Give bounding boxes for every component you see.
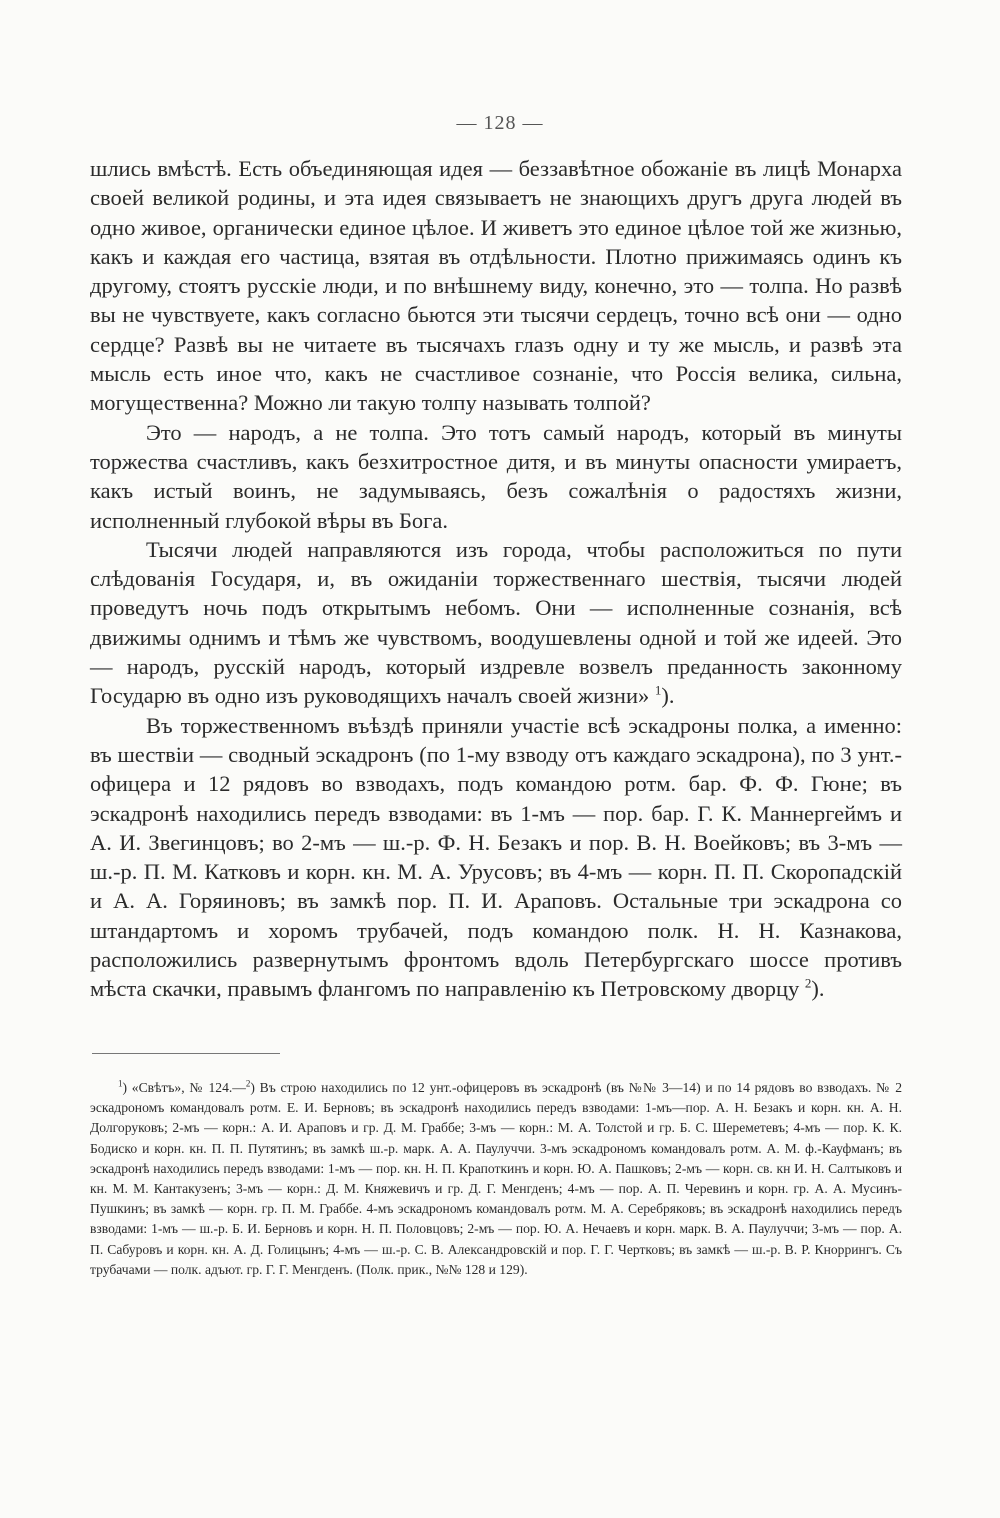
footnote-divider	[92, 1053, 280, 1054]
paragraph-4	[90, 711, 902, 1004]
paragraph-4-text: Въ торжественномъ въѣздѣ приняли участіе всѣ эскадроны полка, а именно: въ шествіи — сводный эскадронъ (по 1-му взводу отъ каждаго эскадрона), по 3 унт.-офицера и 12 рядовъ во взводахъ, подъ командою ротм. бар. Ф. Ф. Гюне; въ эскадронѣ находились передъ взводами: въ 1-мъ — пор. бар. Г. К. Маннергеймъ и А. И. Звегинцовъ; во 2-мъ — ш.-р. Ф. Н. Безакъ и пор. В. Н. Воейковъ; въ 3-мъ — ш.-р. П. М. Катковъ и корн. кн. М. А. Урусовъ; въ 4-мъ — корн. П. П. Скоропадскій и А. А. Горяиновъ; въ замкѣ пор. П. И. Араповъ. Остальные три эскадрона со штандартомъ и хоромъ трубачей, подъ командою полк. Н. Н. Казнакова, расположились развернутымъ фронтомъ вдоль Петербургскаго шоссе противъ мѣста скачки, правымъ флангомъ по направленію къ Петровскому дворцу	[90, 712, 902, 1002]
footnote-ref-1: 1	[654, 682, 662, 698]
footnote-1-text: ) «Свѣтъ», № 124.—	[122, 1080, 246, 1095]
main-text	[90, 154, 902, 1004]
footnote-2-marker: 2	[245, 1078, 251, 1089]
paragraph-4-end: ).	[811, 976, 825, 1002]
paragraph-2: Это — народъ, а не толпа. Это тотъ самый народъ, который въ минуты торжества счастливъ, какъ безхитростное дитя, и въ минуты опасности умираетъ, какъ истый воинъ, не задумываясь, безъ сожалѣнія о радостяхъ жизни, исполненный глубокой вѣры въ Бога.	[90, 419, 902, 533]
footnote-ref-2: 2	[804, 975, 812, 991]
paragraph-3-text: Тысячи людей направляются изъ города, чтобы расположиться по пути слѣдованія Государя, и, въ ожиданіи торжественнаго шествія, тысячи людей проведутъ ночь подъ открытымъ небомъ. Они — исполненные сознанія, всѣ движимы однимъ и тѣмъ же чувствомъ, воодушевлены одной и той же идеей. Это — народъ, русскій народъ, который издревле возвелъ преданность законному Государю въ одно изъ руководящихъ началъ своей жизни»	[90, 536, 902, 709]
footnote-1-marker: 1	[118, 1078, 123, 1089]
footnotes	[90, 1078, 902, 1280]
paragraph-3-end: ).	[661, 683, 675, 709]
page-number: — 128 —	[456, 112, 544, 134]
paragraph-3	[90, 535, 902, 711]
paragraph-1: шлись вмѣстѣ. Есть объединяющая идея — беззавѣтное обожаніе въ лицѣ Монарха своей великой родины, и эта идея связываетъ не знающихъ другъ друга людей въ одно живое, органически единое цѣлое. И живетъ это единое цѣлое той же жизнью, какъ и каждая его частица, взятая въ отдѣльности. Плотно прижимаясь одинъ къ другому, стоятъ русскіе люди, и по внѣшнему виду, конечно, это — толпа. Но развѣ вы не чувствуете, какъ согласно бьются эти тысячи сердецъ, точно всѣ они — одно сердце? Развѣ вы не читаете въ тысячахъ глазъ одну и ту же мысль, и развѣ эта мысль есть иное что, какъ не счастливое сознаніе, что Россія велика, сильна, могущественна? Можно ли такую толпу называть толпой?	[90, 156, 902, 416]
footnote-2-text: ) Въ строю находились по 12 унт.-офицеровъ въ эскадронѣ (въ №№ 3—14) и по 14 рядовъ во взводахъ. № 2 эскадрономъ командовалъ ротм. Е. И. Берновъ; въ эскадронѣ находились передъ взводами: 1-мъ—пор. А. Н. Безакъ и корн. кн. А. Н. Долгоруковъ; 2-мъ — корн.: А. И. Араповъ и гр. Д. М. Граббе; 3-мъ — корн.: М. А. Толстой и гр. Б. С. Шереметевъ; 4-мъ — пор. К. К. Бодиско и корн. кн. П. П. Путятинъ; въ замкѣ ш.-р. марк. А. А. Паулуччи. 3-мъ эскадрономъ командовалъ ротм. А. М. ф.-Кауфманъ; въ эскадронѣ находились передъ взводами: 1-мъ — пор. кн. Н. П. Крапоткинъ и корн. Ю. А. Пашковъ; 2-мъ — корн. св. кн И. Н. Салтыковъ и кн. М. М. Кантакузенъ; 3-мъ — корн.: Д. М. Княжевичъ и гр. Д. Г. Менгденъ; 4-мъ — пор. А. П. Черевинъ и корн. гр. А. А. Мусинъ-Пушкинъ; въ замкѣ — корн. гр. П. М. Граббе. 4-мъ эскадрономъ командовалъ ротм. М. А. Серебряковъ; въ эскадронѣ находились передъ взводами: 1-мъ — ш.-р. Б. И. Берновъ и корн. Н. П. Половцовъ; 2-мъ — пор. Ю. А. Нечаевъ и корн. марк. В. А. Паулуччи; 3-мъ — пор. А. П. Сабуровъ и корн. кн. А. Д. Голицынъ; 4-мъ — ш.-р. С. В. Александровскій и пор. Г. Г. Чертковъ; въ замкѣ — ш.-р. В. Р. Кноррингъ. Съ трубачами — полк. адъют. гр. Г. Г. Менгденъ. (Полк. прик., №№ 128 и 129).	[90, 1080, 902, 1277]
footnote-block	[90, 1078, 902, 1280]
